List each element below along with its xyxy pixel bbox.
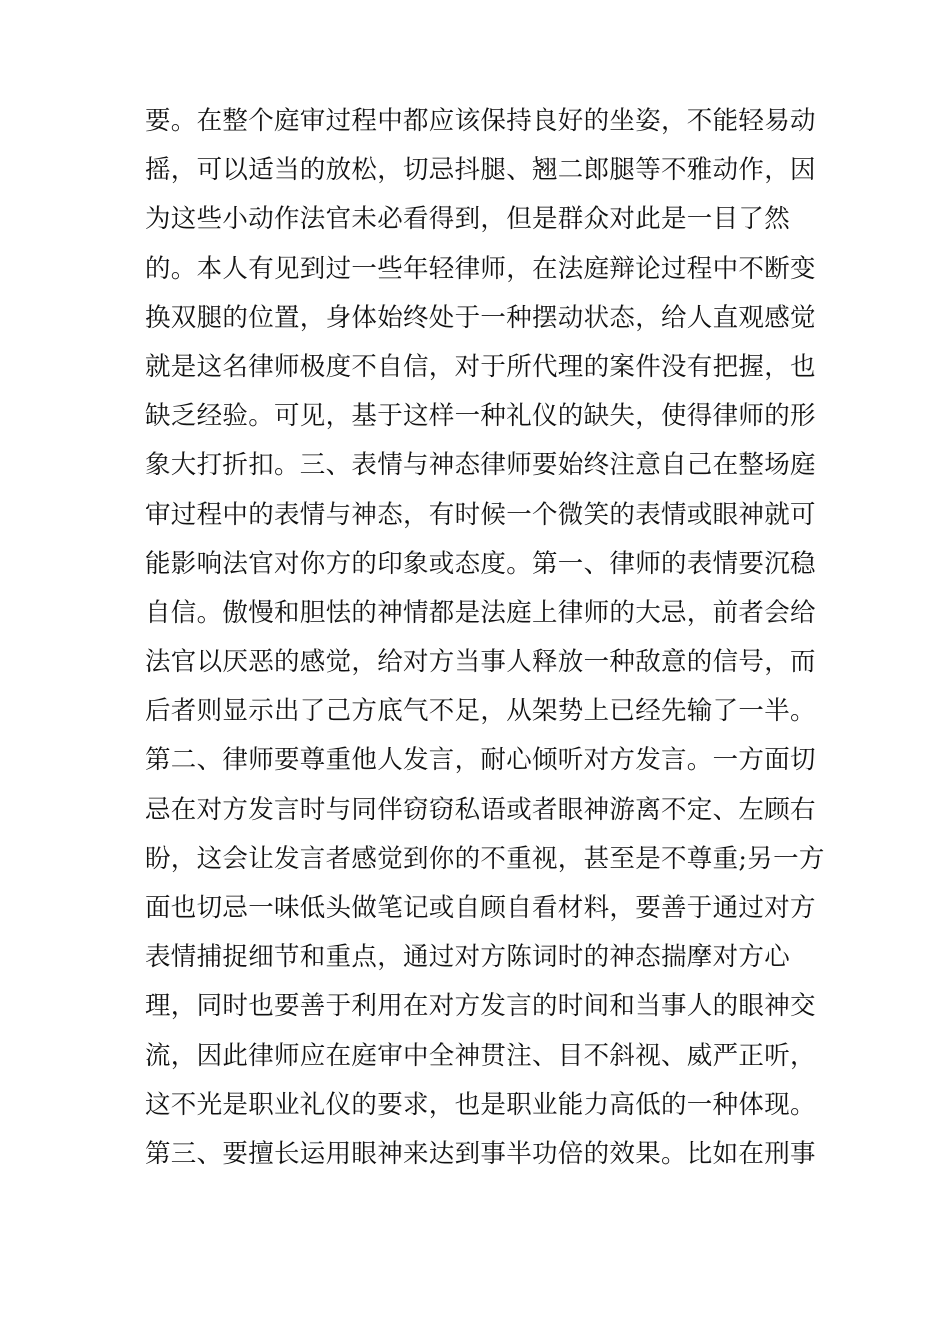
- body-text: [145, 97, 825, 1179]
- text-line: 象大打折扣。三、表情与神态律师要始终注意自己在整场庭: [145, 450, 816, 481]
- text-line: 后者则显示出了己方底气不足，从架势上已经先输了一半。: [145, 696, 816, 727]
- text-line: 就是这名律师极度不自信，对于所代理的案件没有把握，也: [145, 351, 816, 382]
- text-line: 理，同时也要善于利用在对方发言的时间和当事人的眼神交: [145, 991, 816, 1022]
- text-line: 缺乏经验。可见，基于这样一种礼仪的缺失，使得律师的形: [145, 401, 816, 432]
- text-line: 忌在对方发言时与同伴窃窃私语或者眼神游离不定、左顾右: [145, 794, 816, 825]
- text-line: 流，因此律师应在庭审中全神贯注、目不斜视、威严正听，: [145, 1040, 816, 1071]
- text-line: 第三、要擅长运用眼神来达到事半功倍的效果。比如在刑事: [145, 1138, 816, 1169]
- text-line: 摇，可以适当的放松，切忌抖腿、翘二郎腿等不雅动作，因: [145, 155, 816, 186]
- text-line: 能影响法官对你方的印象或态度。第一、律师的表情要沉稳: [145, 548, 816, 579]
- text-line: 自信。傲慢和胆怯的神情都是法庭上律师的大忌，前者会给: [145, 597, 816, 628]
- text-line: 第二、律师要尊重他人发言，耐心倾听对方发言。一方面切: [145, 745, 816, 776]
- text-line: 法官以厌恶的感觉，给对方当事人释放一种敌意的信号，而: [145, 647, 816, 678]
- text-line: 这不光是职业礼仪的要求，也是职业能力高低的一种体现。: [145, 1089, 816, 1120]
- text-line: 面也切忌一味低头做笔记或自顾自看材料，要善于通过对方: [145, 893, 816, 923]
- text-line: 的。本人有见到过一些年轻律师，在法庭辩论过程中不断变: [145, 253, 816, 284]
- text-line: 要。在整个庭审过程中都应该保持良好的坐姿，不能轻易动: [145, 106, 816, 136]
- text-line: 审过程中的表情与神态，有时候一个微笑的表情或眼神就可: [145, 499, 816, 530]
- text-line: 盼，这会让发言者感觉到你的不重视，甚至是不尊重;另一方: [145, 843, 825, 874]
- text-line: 表情捕捉细节和重点，通过对方陈词时的神态揣摩对方心: [145, 942, 791, 973]
- text-line: 为这些小动作法官未必看得到，但是群众对此是一目了然: [145, 204, 791, 235]
- text-line: 换双腿的位置，身体始终处于一种摆动状态，给人直观感觉: [145, 302, 816, 333]
